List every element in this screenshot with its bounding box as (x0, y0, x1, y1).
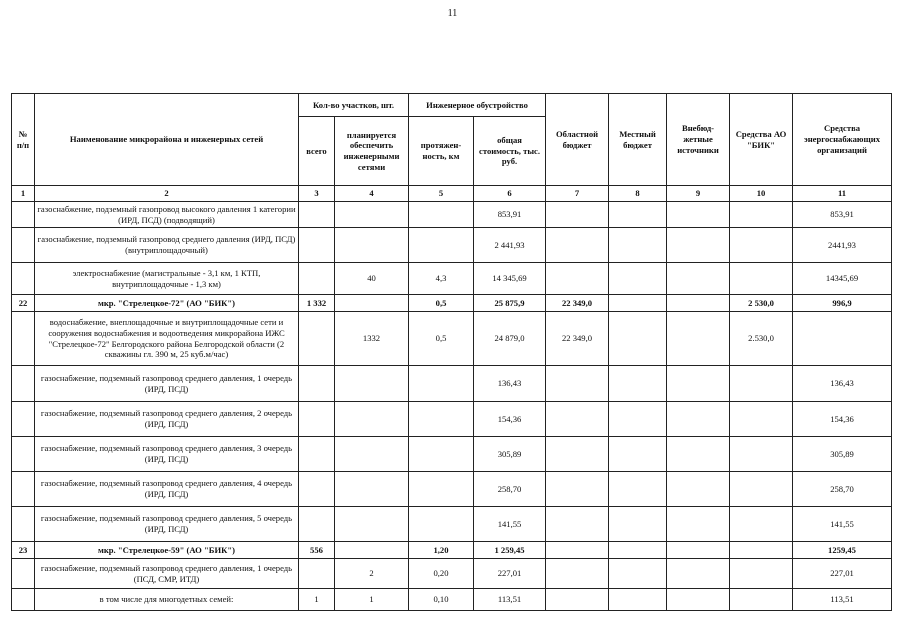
row-regional-cell (546, 472, 609, 507)
row-bik-cell (730, 402, 793, 437)
col-number: 5 (409, 186, 474, 202)
row-bik-cell: 2 530,0 (730, 295, 793, 312)
row-name-cell: газоснабжение, подземный газопровод среднего давления, 2 очередь (ИРД, ПСД) (35, 402, 299, 437)
row-total-cell: 556 (299, 542, 335, 559)
row-energy-cell: 1259,45 (793, 542, 892, 559)
col-number: 1 (12, 186, 35, 202)
row-total-cell (299, 366, 335, 402)
row-regional-cell (546, 402, 609, 437)
row-energy-cell: 227,01 (793, 559, 892, 589)
row-length-cell: 1,20 (409, 542, 474, 559)
row-extra-cell (667, 507, 730, 542)
row-extra-cell (667, 263, 730, 295)
row-bik-cell (730, 542, 793, 559)
row-bik-cell (730, 228, 793, 263)
row-cost-cell: 113,51 (474, 589, 546, 611)
row-local-cell (609, 295, 667, 312)
col-number: 2 (35, 186, 299, 202)
row-extra-cell (667, 437, 730, 472)
row-length-cell (409, 366, 474, 402)
row-local-cell (609, 402, 667, 437)
row-energy-cell: 141,55 (793, 507, 892, 542)
row-extra-cell (667, 559, 730, 589)
header-row-top (12, 94, 892, 117)
row-local-cell (609, 228, 667, 263)
row-planned-cell (335, 542, 409, 559)
table-row (12, 366, 892, 402)
row-cost-cell: 305,89 (474, 437, 546, 472)
row-cost-cell: 1 259,45 (474, 542, 546, 559)
col-number: 3 (299, 186, 335, 202)
row-regional-cell (546, 542, 609, 559)
col-number: 9 (667, 186, 730, 202)
row-local-cell (609, 263, 667, 295)
row-cost-cell: 853,91 (474, 202, 546, 228)
row-name-cell: водоснабжение, внеплощадочные и внутриплощадочные сети и сооружения водоснабжения и водоотведения микрорайона ИЖС "Стрелецкое-72" Белгородского района Белгородской области (2 скважины гл. 390 м, 25 куб.м/час) (35, 312, 299, 366)
row-name-cell: в том числе для многодетных семей: (35, 589, 299, 611)
row-regional-cell (546, 263, 609, 295)
row-length-cell (409, 507, 474, 542)
row-bik-cell (730, 507, 793, 542)
row-planned-cell (335, 472, 409, 507)
row-length-cell (409, 472, 474, 507)
row-energy-cell: 258,70 (793, 472, 892, 507)
row-total-cell (299, 472, 335, 507)
row-length-cell (409, 402, 474, 437)
row-length-cell: 0,5 (409, 295, 474, 312)
row-name-cell: газоснабжение, подземный газопровод среднего давления, 3 очередь (ИРД, ПСД) (35, 437, 299, 472)
row-number-cell: 23 (12, 542, 35, 559)
col-header-local: Местный бюджет (609, 94, 667, 186)
row-number-cell (12, 202, 35, 228)
row-local-cell (609, 366, 667, 402)
row-cost-cell: 136,43 (474, 366, 546, 402)
row-total-cell (299, 402, 335, 437)
col-header-planned: планируется обеспечить инженерными сетями (335, 117, 409, 186)
col-number: 6 (474, 186, 546, 202)
row-extra-cell (667, 312, 730, 366)
table-row (12, 202, 892, 228)
row-length-cell: 0,5 (409, 312, 474, 366)
row-energy-cell: 2441,93 (793, 228, 892, 263)
row-planned-cell: 1332 (335, 312, 409, 366)
row-number-cell (12, 589, 35, 611)
table-row (12, 472, 892, 507)
row-extra-cell (667, 542, 730, 559)
row-energy-cell: 113,51 (793, 589, 892, 611)
row-regional-cell: 22 349,0 (546, 295, 609, 312)
row-name-cell: газоснабжение, подземный газопровод среднего давления, 1 очередь (ПСД, СМР, ИТД) (35, 559, 299, 589)
row-energy-cell (793, 312, 892, 366)
row-bik-cell (730, 589, 793, 611)
row-planned-cell (335, 295, 409, 312)
row-bik-cell (730, 437, 793, 472)
row-regional-cell (546, 559, 609, 589)
page-number: 11 (447, 8, 458, 19)
table-row (12, 542, 892, 559)
row-cost-cell: 2 441,93 (474, 228, 546, 263)
row-name-cell: газоснабжение, подземный газопровод среднего давления, 4 очередь (ИРД, ПСД) (35, 472, 299, 507)
row-energy-cell: 853,91 (793, 202, 892, 228)
row-bik-cell (730, 472, 793, 507)
col-number: 7 (546, 186, 609, 202)
row-length-cell: 0,20 (409, 559, 474, 589)
row-regional-cell: 22 349,0 (546, 312, 609, 366)
col-header-cost: общая стоимость, тыс. руб. (474, 117, 546, 186)
row-name-cell: мкр. "Стрелецкое-72" (АО "БИК") (35, 295, 299, 312)
row-cost-cell: 14 345,69 (474, 263, 546, 295)
row-length-cell (409, 228, 474, 263)
col-header-regional: Областной бюджет (546, 94, 609, 186)
col-number: 11 (793, 186, 892, 202)
row-number-cell (12, 263, 35, 295)
row-planned-cell: 2 (335, 559, 409, 589)
row-total-cell (299, 228, 335, 263)
row-total-cell: 1 332 (299, 295, 335, 312)
row-cost-cell: 24 879,0 (474, 312, 546, 366)
row-number-cell (12, 437, 35, 472)
row-bik-cell: 2.530,0 (730, 312, 793, 366)
row-extra-cell (667, 228, 730, 263)
table-body (12, 202, 892, 611)
col-header-bik: Средства АО "БИК" (730, 94, 793, 186)
col-header-total: всего (299, 117, 335, 186)
financing-table (11, 93, 892, 611)
table-row (12, 507, 892, 542)
row-extra-cell (667, 402, 730, 437)
row-total-cell: 1 (299, 589, 335, 611)
row-extra-cell (667, 472, 730, 507)
row-local-cell (609, 542, 667, 559)
col-header-energy: Средства энергоснабжающих организаций (793, 94, 892, 186)
row-number-cell (12, 507, 35, 542)
col-number: 10 (730, 186, 793, 202)
row-regional-cell (546, 589, 609, 611)
row-regional-cell (546, 366, 609, 402)
row-name-cell: газоснабжение, подземный газопровод среднего давления (ИРД, ПСД) (внутриплощадочный) (35, 228, 299, 263)
row-regional-cell (546, 202, 609, 228)
row-name-cell: газоснабжение, подземный газопровод среднего давления, 5 очередь (ИРД, ПСД) (35, 507, 299, 542)
row-number-cell (12, 228, 35, 263)
table-row (12, 559, 892, 589)
table-row (12, 402, 892, 437)
row-planned-cell (335, 202, 409, 228)
row-total-cell (299, 312, 335, 366)
row-local-cell (609, 589, 667, 611)
row-total-cell (299, 437, 335, 472)
row-energy-cell: 996,9 (793, 295, 892, 312)
row-bik-cell (730, 263, 793, 295)
col-number: 8 (609, 186, 667, 202)
row-local-cell (609, 507, 667, 542)
row-number-cell: 22 (12, 295, 35, 312)
row-energy-cell: 136,43 (793, 366, 892, 402)
row-name-cell: газоснабжение, подземный газопровод среднего давления, 1 очередь (ИРД, ПСД) (35, 366, 299, 402)
row-regional-cell (546, 437, 609, 472)
row-regional-cell (546, 228, 609, 263)
row-regional-cell (546, 507, 609, 542)
row-name-cell: газоснабжение, подземный газопровод высокого давления 1 категории (ИРД, ПСД) (подводящий) (35, 202, 299, 228)
row-local-cell (609, 559, 667, 589)
row-energy-cell: 154,36 (793, 402, 892, 437)
row-local-cell (609, 312, 667, 366)
row-local-cell (609, 472, 667, 507)
row-planned-cell (335, 366, 409, 402)
column-numbers-row (12, 186, 892, 202)
row-cost-cell: 154,36 (474, 402, 546, 437)
row-bik-cell (730, 559, 793, 589)
row-length-cell (409, 437, 474, 472)
col-header-no: № п/п (12, 94, 35, 186)
row-length-cell (409, 202, 474, 228)
col-header-extra: Внебюд-жетные источники (667, 94, 730, 186)
row-name-cell: электроснабжение (магистральные - 3,1 км, 1 КТП, внутриплощадочные - 1,3 км) (35, 263, 299, 295)
row-total-cell (299, 202, 335, 228)
row-name-cell: мкр. "Стрелецкое-59" (АО "БИК") (35, 542, 299, 559)
row-extra-cell (667, 295, 730, 312)
col-header-name: Наименование микрорайона и инженерных сетей (35, 94, 299, 186)
row-bik-cell (730, 202, 793, 228)
row-planned-cell: 40 (335, 263, 409, 295)
col-header-plots: Кол-во участков, шт. (299, 94, 409, 117)
col-number: 4 (335, 186, 409, 202)
row-cost-cell: 141,55 (474, 507, 546, 542)
row-number-cell (12, 366, 35, 402)
row-planned-cell: 1 (335, 589, 409, 611)
row-energy-cell: 14345,69 (793, 263, 892, 295)
row-number-cell (12, 312, 35, 366)
row-planned-cell (335, 228, 409, 263)
row-extra-cell (667, 366, 730, 402)
row-length-cell: 4,3 (409, 263, 474, 295)
row-total-cell (299, 263, 335, 295)
table-row (12, 228, 892, 263)
row-planned-cell (335, 437, 409, 472)
row-extra-cell (667, 202, 730, 228)
row-total-cell (299, 507, 335, 542)
row-total-cell (299, 559, 335, 589)
row-cost-cell: 227,01 (474, 559, 546, 589)
table-row (12, 312, 892, 366)
col-header-length: протяжен-ность, км (409, 117, 474, 186)
row-number-cell (12, 402, 35, 437)
row-planned-cell (335, 402, 409, 437)
row-local-cell (609, 437, 667, 472)
col-header-engineering: Инженерное обустройство (409, 94, 546, 117)
table-row (12, 437, 892, 472)
table-row (12, 263, 892, 295)
row-local-cell (609, 202, 667, 228)
row-length-cell: 0,10 (409, 589, 474, 611)
table-row (12, 589, 892, 611)
row-cost-cell: 25 875,9 (474, 295, 546, 312)
row-cost-cell: 258,70 (474, 472, 546, 507)
row-energy-cell: 305,89 (793, 437, 892, 472)
table-row (12, 295, 892, 312)
row-bik-cell (730, 366, 793, 402)
row-planned-cell (335, 507, 409, 542)
row-number-cell (12, 472, 35, 507)
row-number-cell (12, 559, 35, 589)
row-extra-cell (667, 589, 730, 611)
